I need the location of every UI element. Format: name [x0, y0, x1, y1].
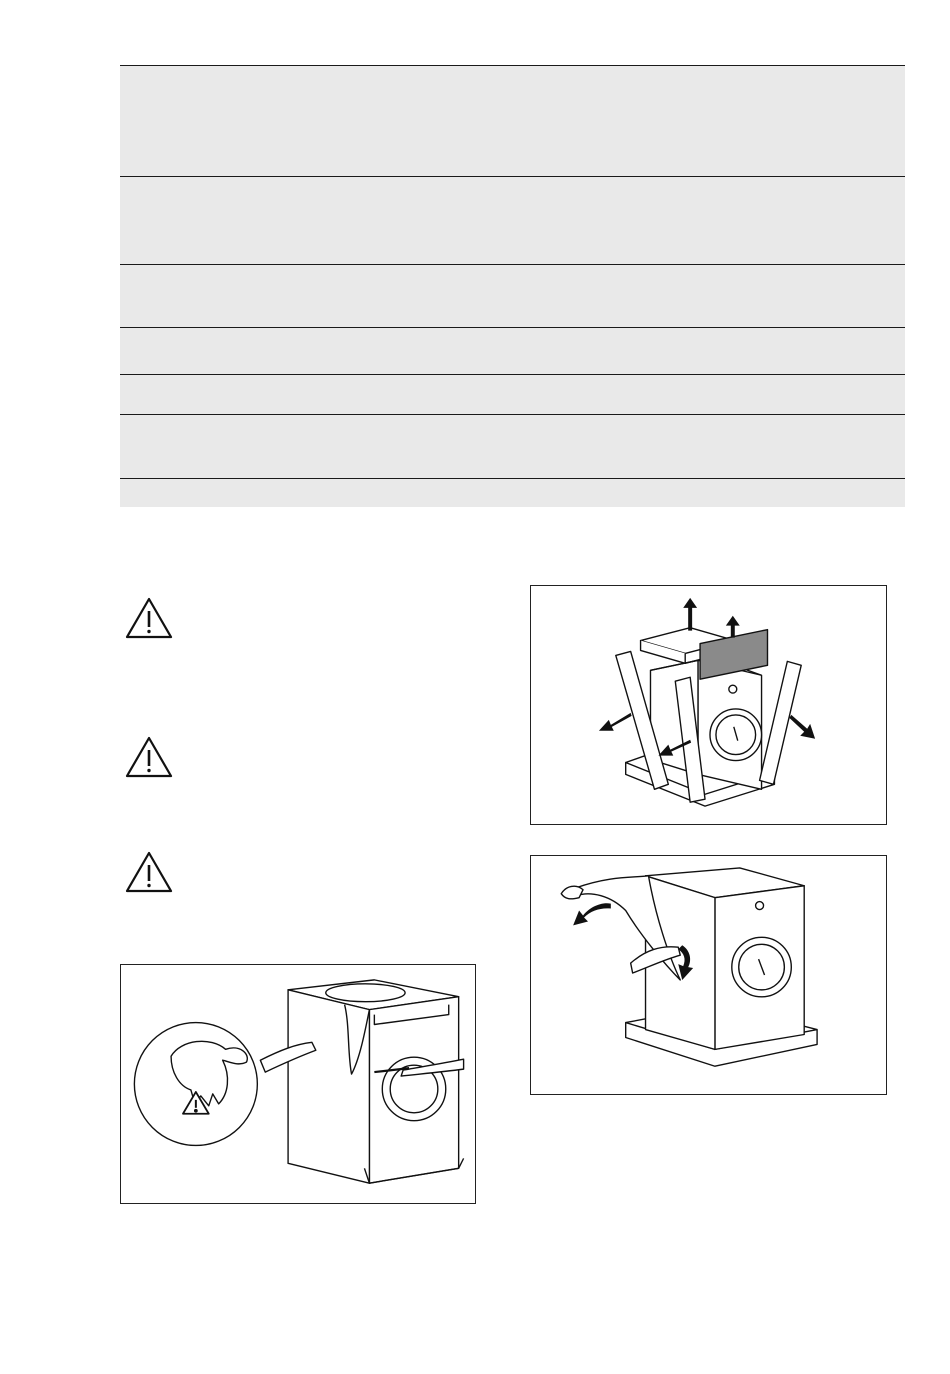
warning-triangle-icon — [125, 735, 173, 779]
cut-cover-with-gloves-figure — [120, 964, 476, 1204]
table-row — [120, 414, 905, 479]
table-row — [120, 327, 905, 375]
table-row — [120, 374, 905, 415]
remove-packaging-figure — [530, 585, 887, 825]
warning-triangle-icon — [125, 596, 173, 640]
remove-plastic-cover-figure — [530, 855, 887, 1095]
specification-table — [120, 65, 905, 507]
table-row — [120, 264, 905, 328]
warning-triangle-icon — [125, 850, 173, 894]
table-row — [120, 176, 905, 265]
table-row — [120, 65, 905, 177]
